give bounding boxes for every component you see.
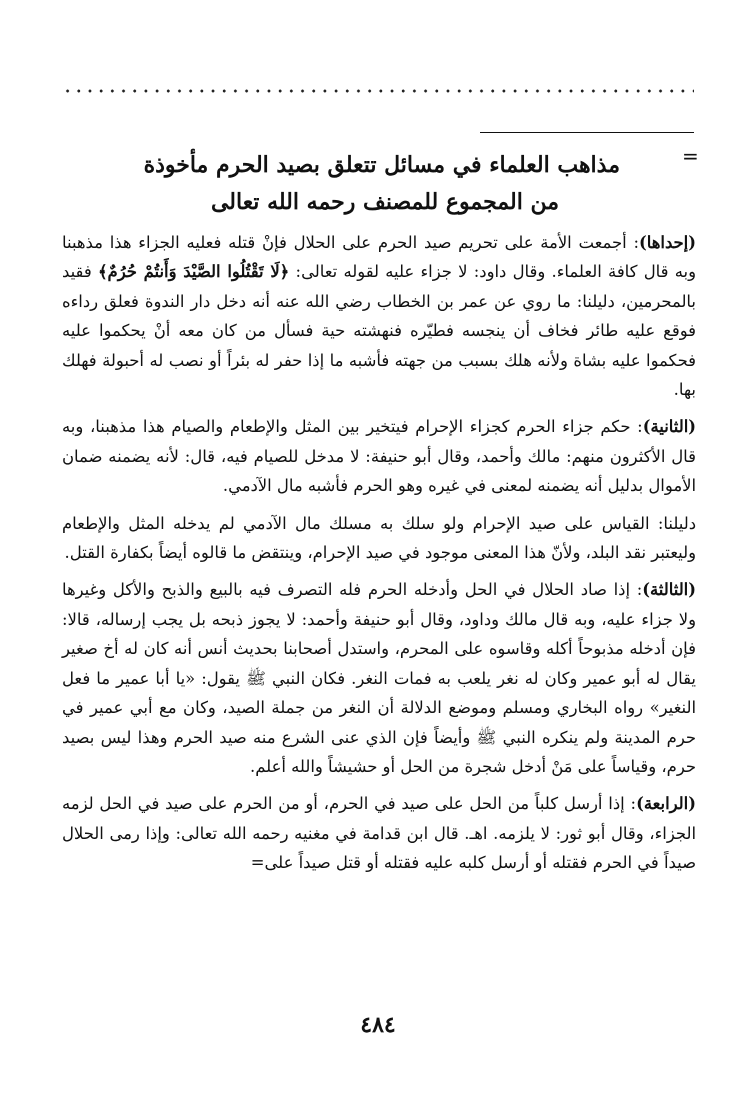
section-rule <box>480 132 694 133</box>
paragraph-text: : أجمعت الأمة على تحريم صيد الحرم على الحلال فإنْ قتله فعليه الجزاء هذا مذهبنا وبه قال كافة العلماء. وقال داود: لا جزاء عليه لقوله تعالى: <box>62 233 696 282</box>
paragraph-lead: (الرابعة) <box>636 794 696 814</box>
paragraph-text: : حكم جزاء الحرم كجزاء الإحرام فيتخير بين المثل والإطعام والصيام هذا مذهبنا، وبه قال الأكثرون منهم: مالك وأحمد، وقال أبو حنيفة: لا مدخل للصيام فيه، قال: لأنه يضمنه ضمان الأموال بدليل أنه يضمنه لمعنى في غيره وهو الحرم فأشبه مال الآدمي. <box>62 417 696 496</box>
continuation-end-mark: = <box>250 853 265 873</box>
paragraph-lead: (الثالثة) <box>642 580 696 600</box>
paragraph-second <box>62 412 696 500</box>
paragraph-text: فقيد بالمحرمين، دليلنا: ما روي عن عمر بن الخطاب رضي الله عنه أنه دخل دار الندوة فعلق رداءه فوقع عليه طائر فخاف أن ينجسه فطيّره فنهشته حية فسأل من كان معه أنْ يحكموا عليه فحكموا عليه بشاة ولأنه هلك بسبب من جهته فأشبه ما إذا حفر له بئراً أو نصب له أحبولة فهلك بها. <box>62 262 696 400</box>
paragraph-evidence <box>62 509 696 568</box>
paragraph-third <box>62 575 696 781</box>
paragraph-lead: (الثانية) <box>642 417 696 437</box>
paragraph-text: : إذا صاد الحلال في الحل وأدخله الحرم فله التصرف فيه بالبيع والذبح والأكل وغيرها ولا جزاء عليه، وبه قال مالك وداود، وقال أبو حنيفة وأحمد: لا يجوز ذبحه بل يجب إرساله، قالا: فإن أدخله مذبوحاً أكله وقاسوه على المحرم، واستدل أصحابنا بحديث أنس أنه كان له أخ صغير يقال له أبو عمير وكان له نغر يلعب به فمات النغر. فكان النبي ﷺ يقول: «يا أبا عمير ما فعل النغير» رواه البخاري ومسلم وموضع الدلالة أن النغر من جملة الصيد، وكان مع أبي عمير في حرم المدينة ولم ينكره النبي ﷺ وأيضاً فإن الذي عنى الشرع منه صيد الحرم وهذا ليس بصيد حرم، وقياساً على مَنْ أدخل شجرة من الحل أو حشيشاً والله أعلم. <box>62 580 696 776</box>
continuation-mark: = <box>682 144 699 168</box>
dotted-separator <box>62 88 694 94</box>
body-text <box>62 228 696 886</box>
paragraph-lead: (إحداها) <box>639 233 696 252</box>
heading-line-2: من المجموع للمصنف رحمه الله تعالى <box>210 189 560 215</box>
paragraph-fourth <box>62 789 696 877</box>
quran-verse: ﴿لَا تَقْتُلُوا الصَّيْدَ وَأَنتُمْ حُرُمٌ﴾ <box>97 262 290 282</box>
heading-line-1: مذاهب العلماء في مسائل تتعلق بصيد الحرم مأخوذة <box>143 152 620 178</box>
paragraph-text: دليلنا: القياس على صيد الإحرام ولو سلك به مسلك مال الآدمي لم يدخله المثل والإطعام وليعتبر نقد البلد، ولأنّ هذا المعنى موجود في صيد الإحرام، وينتقض ما قالوه أيضاً بكفارة القتل. <box>62 513 696 563</box>
section-heading <box>143 147 620 221</box>
paragraph-text: : إذا أرسل كلباً من الحل على صيد في الحرم، أو من الحرم على صيد في الحل لزمه الجزاء، وقال أبو ثور: لا يلزمه. اهـ. قال ابن قدامة في مغنيه رحمه الله تعالى: وإذا رمى الحلال صيداً في الحرم فقتله أو أرسل كلبه عليه فقتله أو قتل صيداً على <box>62 794 696 873</box>
page-number: ٤٨٤ <box>360 1012 396 1038</box>
paragraph-first <box>62 228 696 404</box>
